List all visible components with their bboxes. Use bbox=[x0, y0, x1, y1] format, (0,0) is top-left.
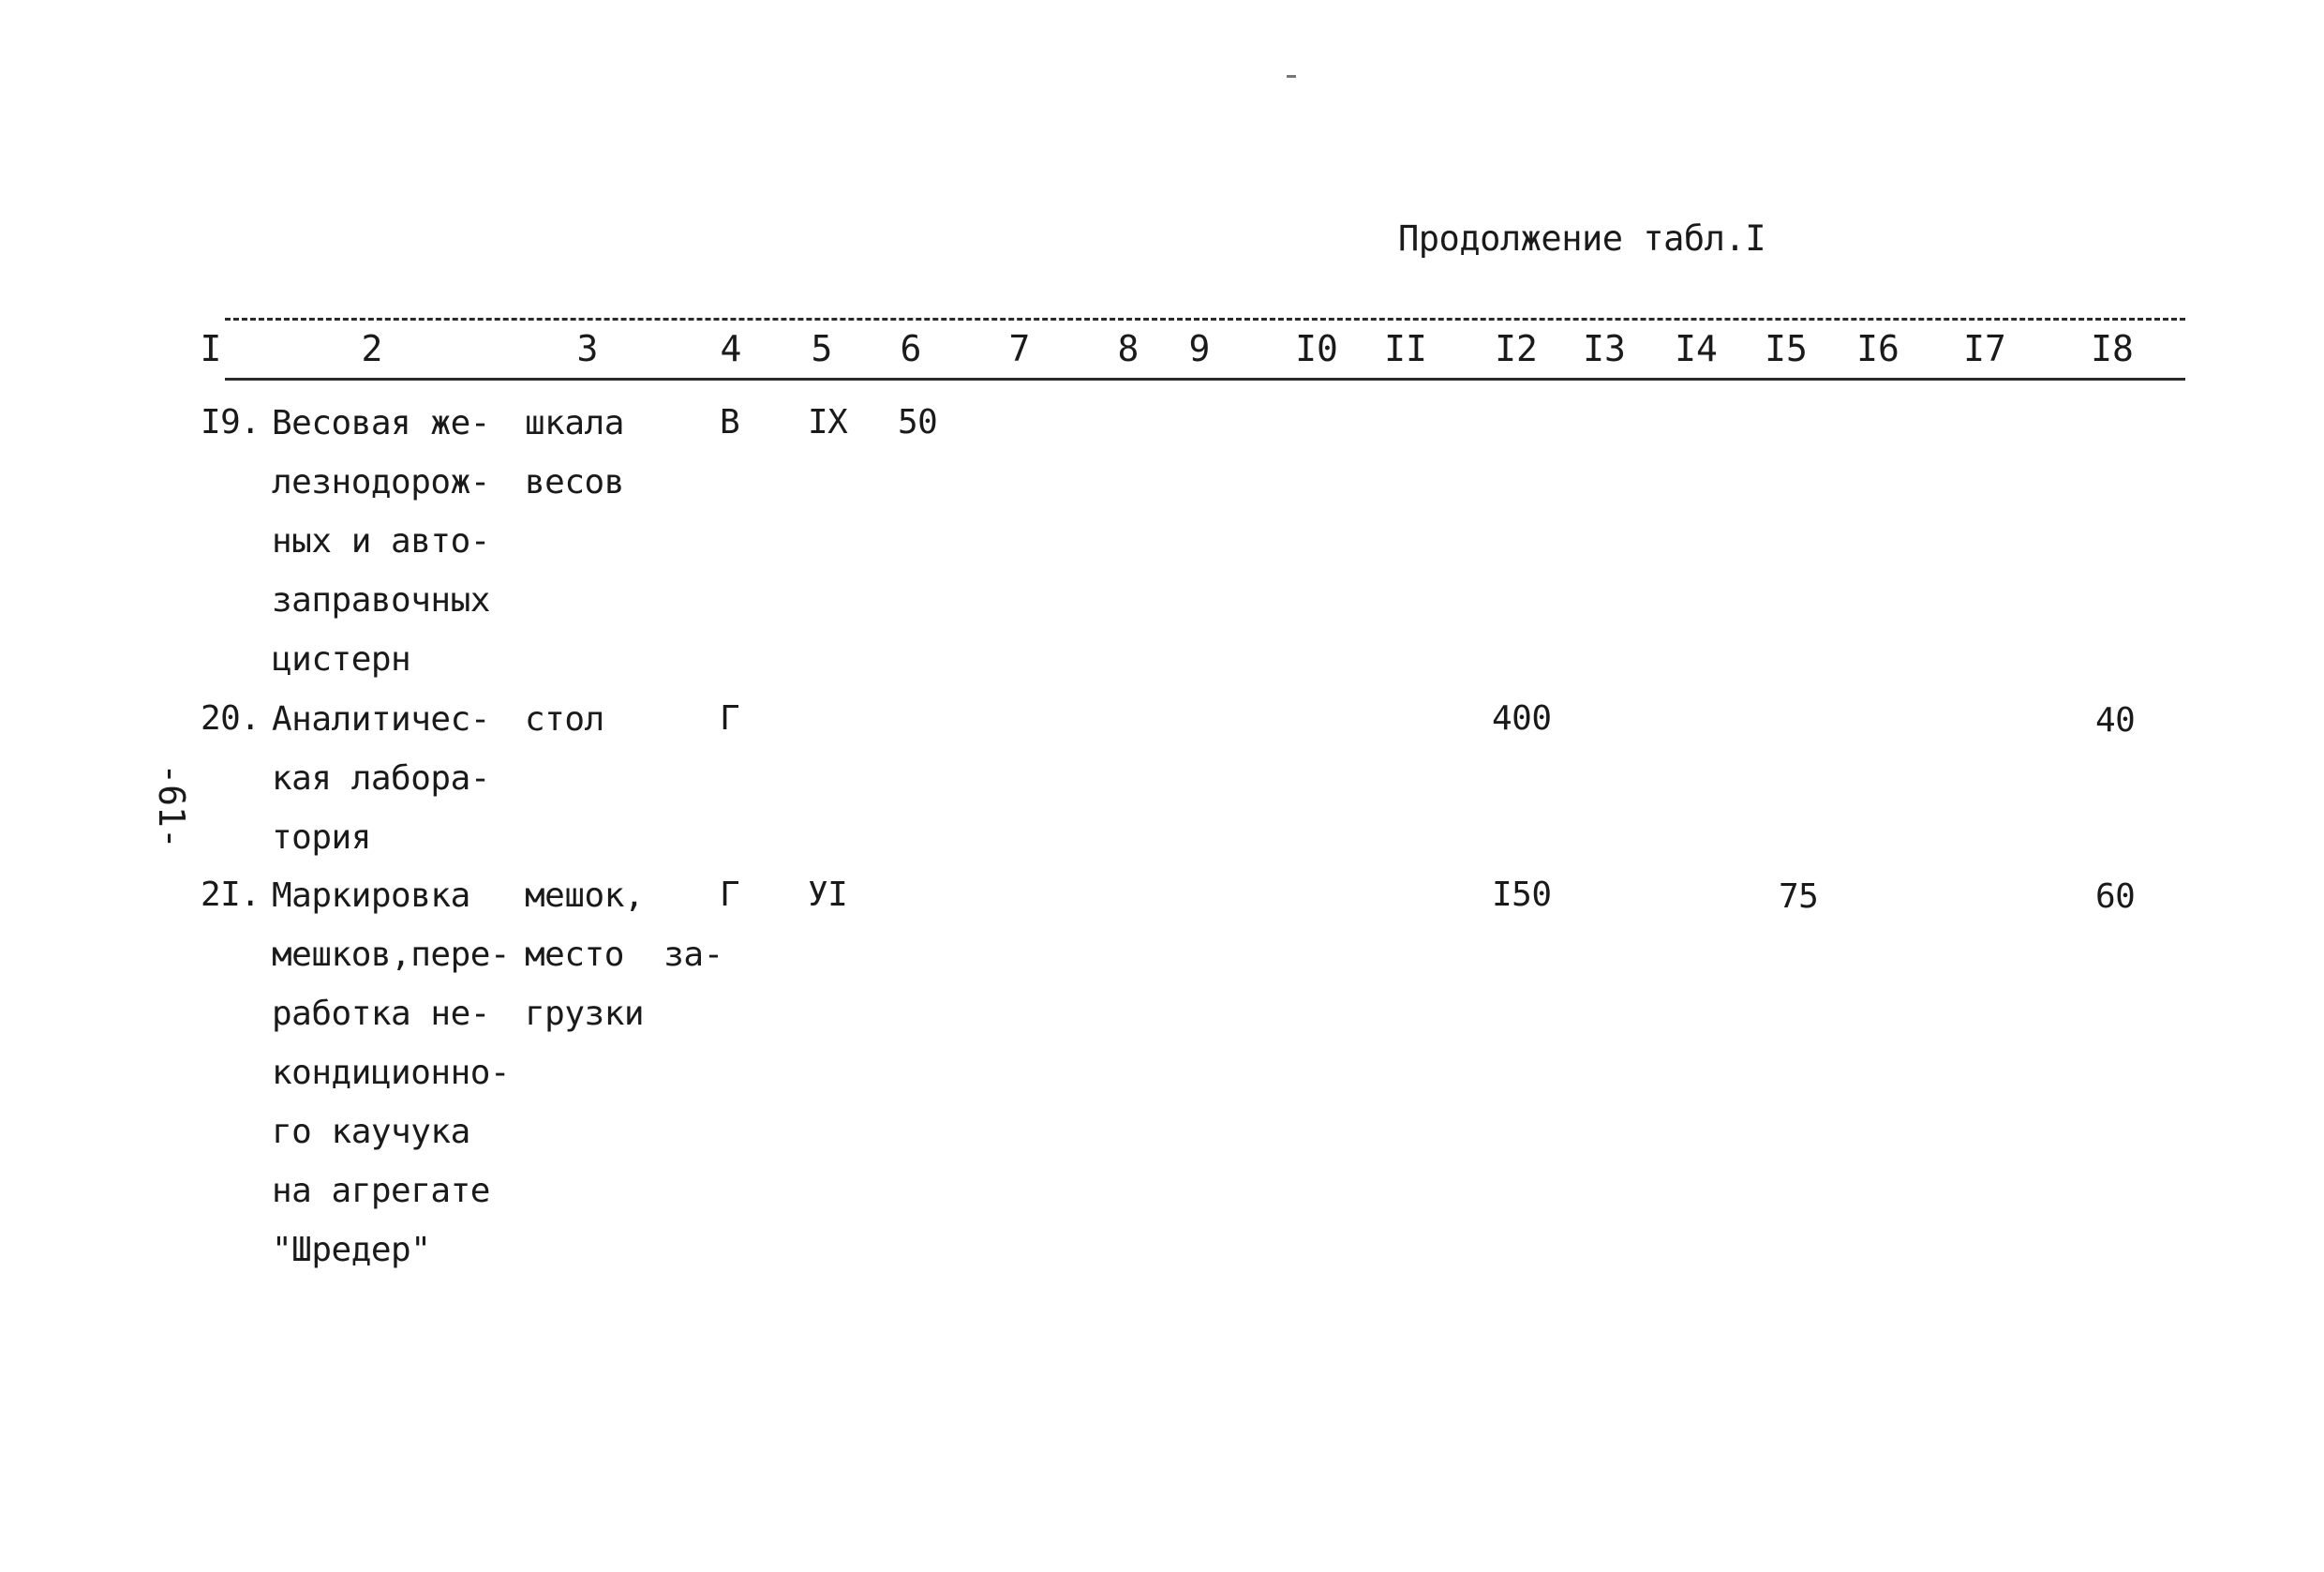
row-col-15: 75 bbox=[1779, 877, 1819, 916]
col-header-12: I2 bbox=[1495, 328, 1538, 369]
col-header-9: 9 bbox=[1188, 328, 1211, 369]
row-number: 20. bbox=[201, 699, 261, 738]
col-header-18: I8 bbox=[2091, 328, 2134, 369]
col-header-4: 4 bbox=[720, 328, 742, 369]
row-workplace: стол bbox=[525, 700, 604, 739]
row-object-name: Весовая же- лезнодорож- ных и авто- заправочных цистерн bbox=[272, 404, 490, 679]
row-col-18: 40 bbox=[2095, 701, 2136, 740]
col-header-3: 3 bbox=[576, 328, 599, 369]
row-col-5: УI bbox=[808, 876, 848, 914]
col-header-2: 2 bbox=[361, 328, 383, 369]
row-workplace: мешок, место за- грузки bbox=[525, 876, 723, 1033]
row-col-4: Г bbox=[720, 699, 740, 738]
col-header-1: I bbox=[200, 328, 222, 369]
row-col-6: 50 bbox=[898, 403, 938, 442]
col-header-10: I0 bbox=[1295, 328, 1338, 369]
col-header-6: 6 bbox=[900, 328, 922, 369]
row-col-12: 400 bbox=[1492, 699, 1552, 738]
row-number: I9. bbox=[201, 403, 261, 442]
row-object-name: Аналитичес- кая лабора- тория bbox=[272, 700, 490, 857]
row-object-name: Маркировка мешков,пере- работка не- кондиционно- го каучука на агрегате "Шредер" bbox=[272, 876, 511, 1269]
col-header-8: 8 bbox=[1117, 328, 1140, 369]
row-col-18: 60 bbox=[2095, 877, 2136, 916]
row-col-4: В bbox=[720, 403, 740, 442]
col-header-17: I7 bbox=[1963, 328, 2006, 369]
row-col-12: I50 bbox=[1492, 876, 1552, 914]
col-header-7: 7 bbox=[1008, 328, 1031, 369]
table-caption: Продолжение табл.I bbox=[1398, 218, 1765, 259]
col-header-11: II bbox=[1384, 328, 1427, 369]
header-bottom-rule bbox=[225, 378, 2185, 381]
col-header-16: I6 bbox=[1856, 328, 1899, 369]
row-col-5: IX bbox=[808, 403, 848, 442]
row-workplace: шкала весов bbox=[525, 404, 624, 502]
col-header-13: I3 bbox=[1583, 328, 1626, 369]
row-number: 2I. bbox=[201, 876, 261, 914]
header-top-rule bbox=[225, 318, 2185, 321]
page-number: -61- bbox=[151, 763, 192, 849]
col-header-14: I4 bbox=[1675, 328, 1718, 369]
col-header-15: I5 bbox=[1765, 328, 1808, 369]
col-header-5: 5 bbox=[811, 328, 833, 369]
row-col-4: Г bbox=[720, 876, 740, 914]
scan-speck bbox=[1287, 75, 1296, 78]
